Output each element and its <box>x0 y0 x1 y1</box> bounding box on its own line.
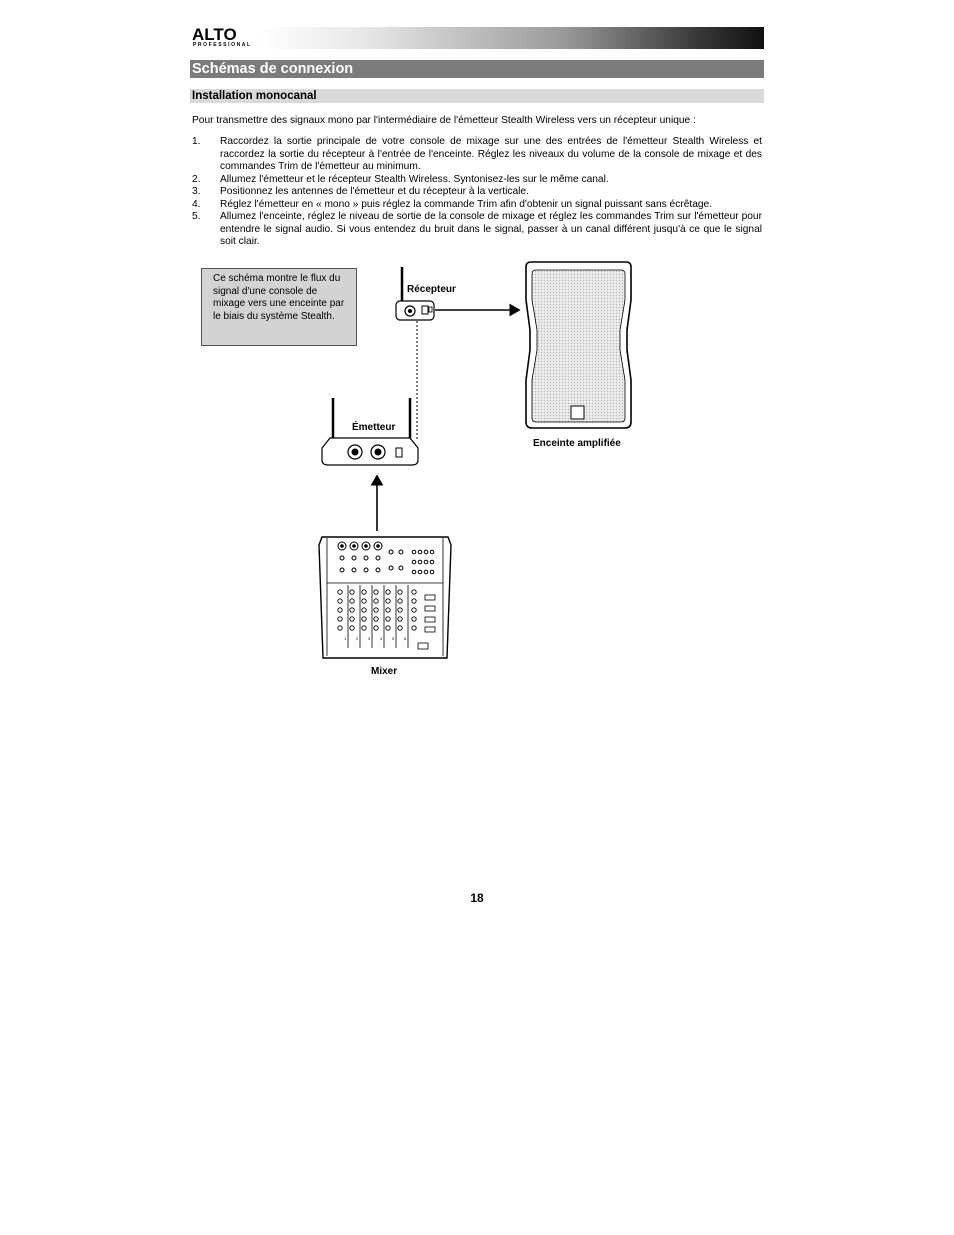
speaker-label: Enceinte amplifiée <box>533 438 621 449</box>
intro-paragraph: Pour transmettre des signaux mono par l'intermédiaire de l'émetteur Stealth Wireless vers un récepteur unique : <box>192 115 696 126</box>
mixer-knob <box>398 599 402 603</box>
mixer-knob <box>374 617 378 621</box>
mixer-knob <box>338 599 342 603</box>
step-text: Réglez l'émetteur en « mono » puis réglez la commande Trim afin d'obtenir un signal puissant sans écrêtage. <box>220 198 713 210</box>
mixer-knob <box>398 590 402 594</box>
section-title: Schémas de connexion <box>190 60 764 78</box>
mixer-knob <box>412 608 416 612</box>
speaker-device <box>526 262 631 428</box>
mixer-knob <box>412 599 416 603</box>
mixer-knob <box>350 608 354 612</box>
mixer-knob <box>350 590 354 594</box>
mixer-device <box>319 537 451 658</box>
mixer-channel-number: 4 <box>380 636 383 641</box>
mixer-channel-number: 5 <box>392 636 395 641</box>
transmitter-body <box>322 438 418 465</box>
mixer-knob <box>338 617 342 621</box>
mixer-knob <box>362 590 366 594</box>
step-number: 2. <box>192 173 201 185</box>
mixer-channel-number: 3 <box>368 636 371 641</box>
speaker-logo-badge <box>571 406 584 419</box>
mixer-knob <box>362 608 366 612</box>
mixer-knob <box>350 599 354 603</box>
mixer-knob <box>398 617 402 621</box>
mixer-knob <box>374 599 378 603</box>
mixer-knob <box>362 617 366 621</box>
mixer-knob <box>386 617 390 621</box>
logo-wordmark: ALTO <box>192 25 237 44</box>
mixer-channel-number: 2 <box>356 636 359 641</box>
mixer-knob <box>412 617 416 621</box>
mixer-knob <box>374 626 378 630</box>
mixer-knob <box>386 590 390 594</box>
mixer-knob <box>338 608 342 612</box>
mixer-knob <box>350 617 354 621</box>
mixer-label: Mixer <box>371 666 398 677</box>
transmitter-label: Émetteur <box>352 422 396 433</box>
step-text: Allumez l'enceinte, réglez le niveau de sortie de la console de mixage et réglez les commandes Trim sur l'émetteur pour entendre le signal audio. Si vous entendez du bruit dans le signal, passer à un canal différent jusqu'à ce que le signal soit clair. <box>220 211 762 247</box>
step-number: 5. <box>192 211 201 222</box>
mixer-knob <box>412 626 416 630</box>
mixer-knob <box>362 599 366 603</box>
mixer-knob <box>338 626 342 630</box>
mixer-knob <box>350 626 354 630</box>
mixer-knob <box>398 608 402 612</box>
step-text: Allumez l'émetteur et le récepteur Stealth Wireless. Syntonisez-les sur le même canal. <box>220 173 609 185</box>
step-number: 4. <box>192 198 201 210</box>
step-number: 3. <box>192 186 201 197</box>
mixer-knob <box>398 626 402 630</box>
mixer-knob <box>374 590 378 594</box>
step-text: Positionnez les antennes de l'émetteur et du récepteur à la verticale. <box>220 186 529 197</box>
mixer-channel-number: 1 <box>344 636 347 641</box>
mixer-knob <box>386 626 390 630</box>
step-text: Raccordez la sortie principale de votre console de mixage sur une des entrées de l'émetteur Stealth Wireless et raccordez la sortie du récepteur à l'entrée de l'enceinte. Réglez les niveaux du volume de la console de mixage et des commandes Trim de l'émetteur au minimum. <box>220 136 762 172</box>
mixer-knob <box>386 608 390 612</box>
step-number: 1. <box>192 136 201 147</box>
mixer-knob <box>386 599 390 603</box>
diagram-note-box: Ce schéma montre le flux du signal d'une console de mixage vers une enceinte par le biais du système Stealth. <box>201 268 357 346</box>
mixer-knob <box>374 608 378 612</box>
mixer-channel-number: 6 <box>404 636 407 641</box>
mixer-knob <box>362 626 366 630</box>
receiver-label: Récepteur <box>407 284 456 295</box>
subsection-title: Installation monocanal <box>190 89 764 103</box>
mixer-knob <box>338 590 342 594</box>
page-number: 18 <box>470 891 484 905</box>
logo-subtitle: PROFESSIONAL <box>193 42 252 48</box>
mixer-knob <box>412 590 416 594</box>
